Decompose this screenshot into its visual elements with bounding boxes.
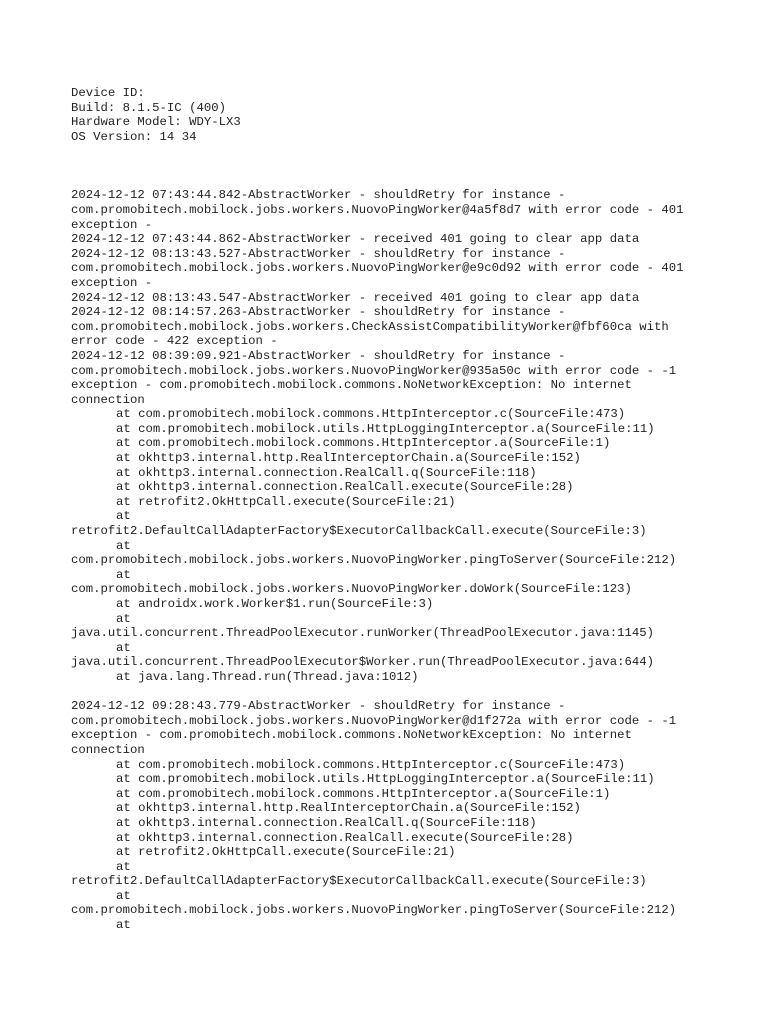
stack-frame-line: at com.promobitech.mobilock.utils.HttpLoggingInterceptor.a(SourceFile:11) xyxy=(116,772,655,787)
stack-frame-line: at com.promobitech.mobilock.commons.HttpInterceptor.a(SourceFile:1) xyxy=(116,436,611,451)
stack-frame-line: at java.lang.Thread.run(Thread.java:1012) xyxy=(116,669,419,684)
stack-frame-line: at xyxy=(116,918,131,933)
log-document xyxy=(71,86,751,933)
stack-frame-continuation: java.util.concurrent.ThreadPoolExecutor$Worker.run(ThreadPoolExecutor.java:644) xyxy=(71,655,654,670)
log-line: exception - com.promobitech.mobilock.commons.NoNetworkException: No internet xyxy=(71,378,632,393)
stack-frame-line: at com.promobitech.mobilock.utils.HttpLoggingInterceptor.a(SourceFile:11) xyxy=(116,421,655,436)
log-line: 2024-12-12 08:13:43.547-AbstractWorker - received 401 going to clear app data xyxy=(71,290,640,305)
stack-frame-continuation: com.promobitech.mobilock.jobs.workers.NuovoPingWorker.pingToServer(SourceFile:212) xyxy=(71,903,677,918)
device-info-header xyxy=(71,86,751,144)
log-line: exception - com.promobitech.mobilock.commons.NoNetworkException: No internet xyxy=(71,728,632,743)
log-line: com.promobitech.mobilock.jobs.workers.NuovoPingWorker@4a5f8d7 with error code - 401 xyxy=(71,202,684,217)
stack-frame-line: at com.promobitech.mobilock.commons.HttpInterceptor.c(SourceFile:473) xyxy=(116,757,626,772)
stack-frame-line: at com.promobitech.mobilock.commons.HttpInterceptor.c(SourceFile:473) xyxy=(116,407,626,422)
stack-frame-line: at okhttp3.internal.http.RealInterceptorChain.a(SourceFile:152) xyxy=(116,801,581,816)
log-line: 2024-12-12 07:43:44.862-AbstractWorker - received 401 going to clear app data xyxy=(71,232,640,247)
stack-frame-line: at okhttp3.internal.connection.RealCall.execute(SourceFile:28) xyxy=(116,480,574,495)
stack-frame-continuation: retrofit2.DefaultCallAdapterFactory$ExecutorCallbackCall.execute(SourceFile:3) xyxy=(71,874,647,889)
stack-frame-line: at okhttp3.internal.connection.RealCall.execute(SourceFile:28) xyxy=(116,830,574,845)
stack-frame-line: at androidx.work.Worker$1.run(SourceFile:3) xyxy=(116,597,434,611)
stack-frame-line: at xyxy=(116,640,131,655)
stack-frame-continuation: retrofit2.DefaultCallAdapterFactory$ExecutorCallbackCall.execute(SourceFile:3) xyxy=(71,524,647,539)
stack-frame-continuation: java.util.concurrent.ThreadPoolExecutor.runWorker(ThreadPoolExecutor.java:1145) xyxy=(71,626,654,641)
stack-frame-continuation: com.promobitech.mobilock.jobs.workers.NuovoPingWorker.doWork(SourceFile:123) xyxy=(71,582,632,597)
os-version-line: OS Version: 14 34 xyxy=(71,129,197,144)
log-line: com.promobitech.mobilock.jobs.workers.NuovoPingWorker@d1f272a with error code - -1 xyxy=(71,713,677,728)
log-entries xyxy=(71,188,751,932)
build-line: Build: 8.1.5-IC (400) xyxy=(71,100,226,115)
stack-frame-line: at xyxy=(116,859,131,874)
log-line: connection xyxy=(71,742,145,757)
log-line: 2024-12-12 08:13:43.527-AbstractWorker - shouldRetry for instance - xyxy=(71,246,566,261)
hardware-model-line: Hardware Model: WDY-LX3 xyxy=(71,115,241,130)
log-line: 2024-12-12 08:39:09.921-AbstractWorker - shouldRetry for instance - xyxy=(71,348,566,363)
log-line: connection xyxy=(71,392,145,407)
log-line: 2024-12-12 07:43:44.842-AbstractWorker - shouldRetry for instance - xyxy=(71,188,566,203)
log-line: com.promobitech.mobilock.jobs.workers.CheckAssistCompatibilityWorker@fbf60ca with xyxy=(71,319,669,334)
device-id-line: Device ID: xyxy=(71,86,145,100)
log-line: 2024-12-12 09:28:43.779-AbstractWorker - shouldRetry for instance - xyxy=(71,699,566,714)
log-line: exception - xyxy=(71,217,153,232)
stack-frame-line: at retrofit2.OkHttpCall.execute(SourceFile:21) xyxy=(116,845,456,860)
stack-frame-line: at xyxy=(116,538,131,553)
stack-frame-line: at okhttp3.internal.connection.RealCall.q(SourceFile:118) xyxy=(116,815,537,830)
stack-frame-line: at retrofit2.OkHttpCall.execute(SourceFile:21) xyxy=(116,494,456,509)
stack-frame-line: at okhttp3.internal.http.RealInterceptorChain.a(SourceFile:152) xyxy=(116,451,581,466)
stack-frame-line: at xyxy=(116,567,131,582)
log-line: com.promobitech.mobilock.jobs.workers.NuovoPingWorker@e9c0d92 with error code - 401 xyxy=(71,261,684,276)
stack-frame-line: at com.promobitech.mobilock.commons.HttpInterceptor.a(SourceFile:1) xyxy=(116,786,611,801)
log-line: 2024-12-12 08:14:57.263-AbstractWorker - shouldRetry for instance - xyxy=(71,305,566,320)
stack-frame-line: at xyxy=(116,509,131,524)
stack-frame-line: at okhttp3.internal.connection.RealCall.q(SourceFile:118) xyxy=(116,465,537,480)
log-line: error code - 422 exception - xyxy=(71,334,278,349)
stack-frame-continuation: com.promobitech.mobilock.jobs.workers.NuovoPingWorker.pingToServer(SourceFile:212) xyxy=(71,553,677,568)
stack-frame-line: at xyxy=(116,611,131,626)
stack-frame-line: at xyxy=(116,888,131,903)
log-line: com.promobitech.mobilock.jobs.workers.NuovoPingWorker@935a50c with error code - -1 xyxy=(71,363,677,378)
log-line: exception - xyxy=(71,275,153,290)
